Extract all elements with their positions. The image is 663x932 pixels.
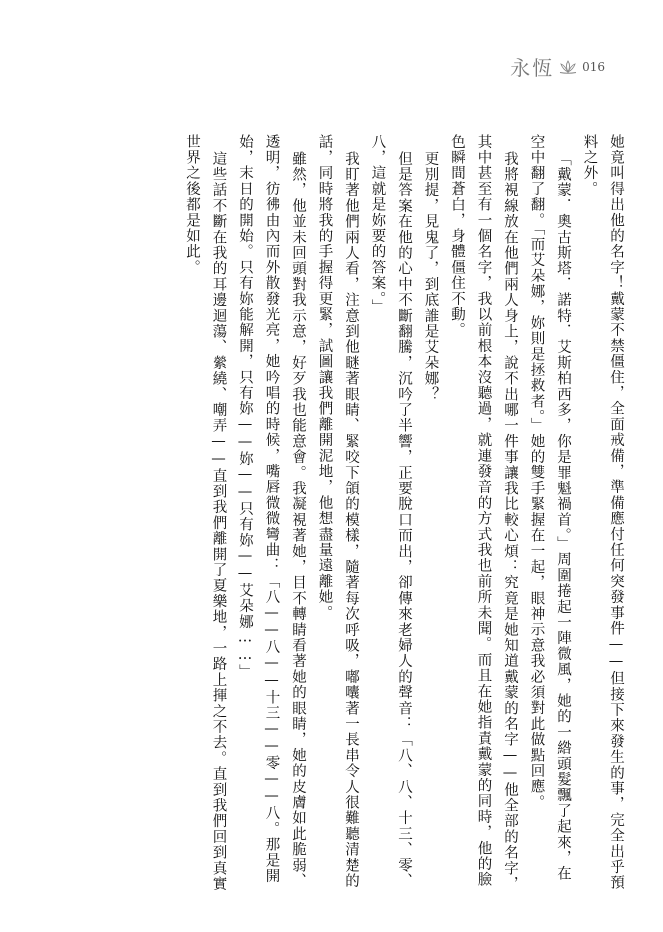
paragraph: 她竟叫得出他的名字！戴蒙不禁僵住，全面戒備，準備應付任何突發事件——但接下來發生的事，完全出乎預料之外。 (581, 134, 624, 891)
body-text (101, 134, 629, 896)
paragraph: 我將視線放在他們兩人身上，說不出哪一件事讓我比較心煩：究竟是她知道戴蒙的名字——他全部的名字，其中甚至有一個名字，我以前根本沒聽過，就連發音的方式我也前所未聞。而且在她指責戴蒙的同時，他的臉色瞬間蒼白，身體僵住不動。 (449, 134, 518, 893)
paragraph: 「戴蒙．奧古斯塔．諾特．艾斯柏西多，你是罪魁禍首。」周圍捲起一陣微風，她的一綹頭髮飄了起來，在空中翻了翻。「而艾朵娜，妳則是拯救者。」她的雙手緊握在一起，眼神示意我必須對此做點回應。 (528, 134, 571, 883)
page-header (510, 52, 605, 81)
paragraph: 但是答案在他的心中不斷翻騰，沉吟了半響，正要脫口而出，卻傳來老婦人的聲音：「八、八、十三、零、八，這就是妳要的答案。」 (369, 134, 412, 890)
paragraph: 這些話不斷在我的耳邊迴蕩、縈繞、嘲弄——直到我們離開了夏樂地，一路上揮之不去。直到我們回到真實世界之後都是如此。 (184, 134, 227, 893)
book-title: 永恆 (510, 56, 555, 80)
paragraph: 更別提，見鬼了，到底誰是艾朵娜？ (422, 151, 439, 403)
paragraph: 我盯著他們兩人看，注意到他瞇著眼睛、緊咬下頜的模樣，隨著每次呼吸，嘟囔著一長串令人很難聽清楚的話，同時將我的手握得更緊，試圖讓我們離開泥地，他想盡量遠離她。 (316, 134, 359, 890)
paragraph: 雖然，他並未回頭對我示意，好歹我也能意會。我凝視著她，目不轉睛看著她的眼睛，她的皮膚如此脆弱、透明，彷彿由內而外散發光亮，她吟唱的時候，嘴唇微微彎曲：「八——八——十三——零——八。那是開始，末日的開始。只有妳能解開，只有妳——妳——只有妳——艾朵娜……」 (237, 134, 306, 890)
page-number: 016 (582, 59, 605, 74)
lotus-icon (558, 60, 578, 74)
